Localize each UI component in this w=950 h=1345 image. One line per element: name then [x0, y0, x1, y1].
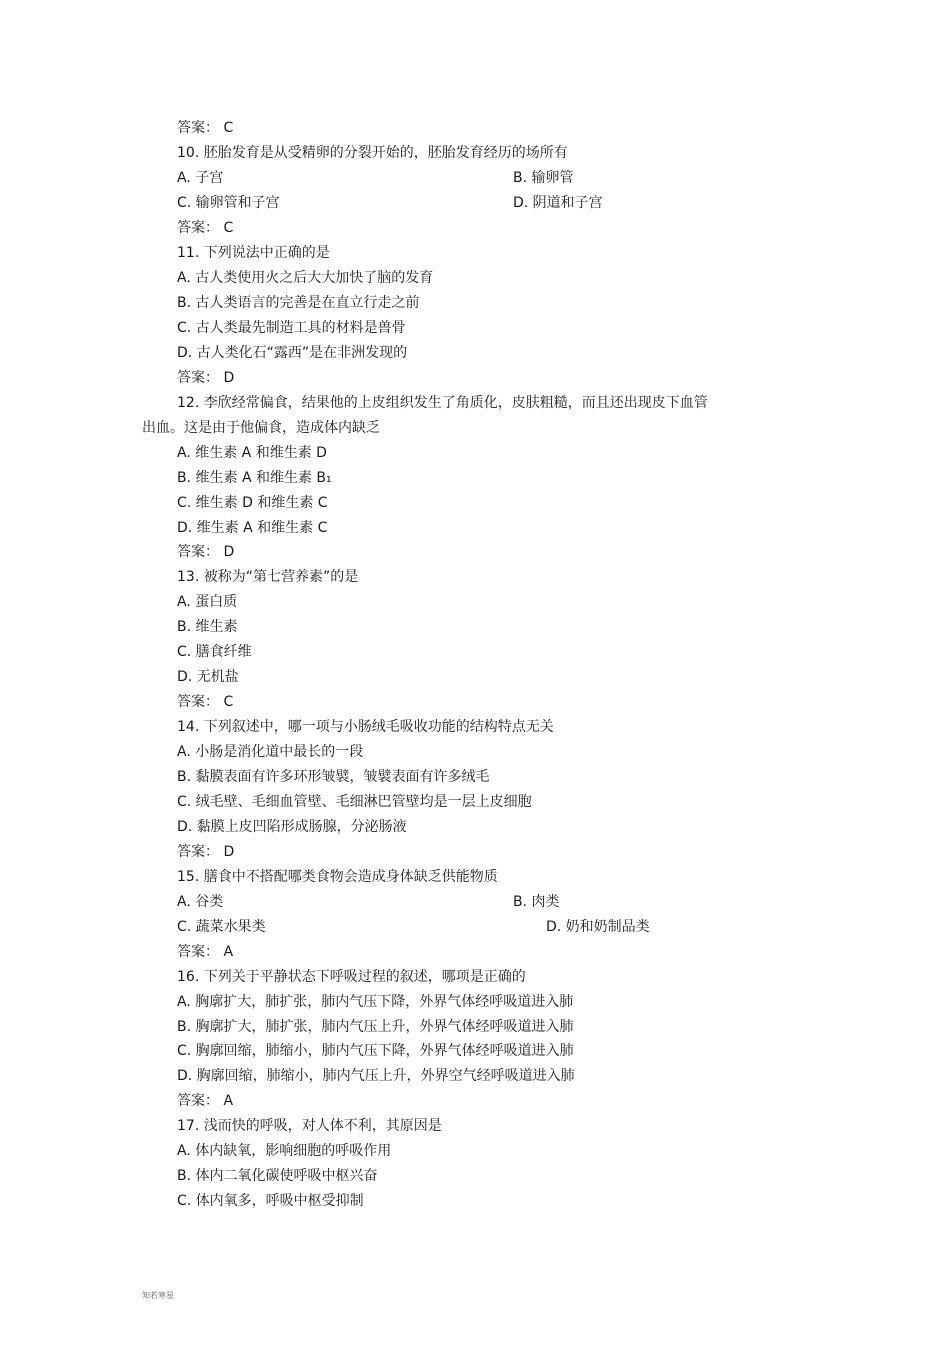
- answer-16: 答案： A: [177, 1093, 234, 1109]
- answer-9: 答案： C: [177, 120, 234, 136]
- q11-option-d: D. 古人类化石“露西”是在非洲发现的: [177, 345, 408, 361]
- q11-option-c: C. 古人类最先制造工具的材料是兽骨: [177, 320, 406, 336]
- answer-12: 答案： D: [177, 544, 235, 560]
- q11-option-a: A. 古人类使用火之后大大加快了脑的发育: [177, 270, 434, 286]
- question-15: 15. 膳食中不搭配哪类食物会造成身体缺乏供能物质: [177, 869, 498, 885]
- answer-13: 答案： C: [177, 694, 234, 710]
- q17-option-b: B. 体内二氧化碳使呼吸中枢兴奋: [177, 1168, 378, 1184]
- answer-10: 答案： C: [177, 220, 234, 236]
- q15-option-a: A. 谷类: [177, 894, 224, 910]
- q10-option-b: B. 输卵管: [513, 170, 574, 186]
- question-13: 13. 被称为“第七营养素”的是: [177, 569, 359, 585]
- q12-option-a: A. 维生素 A 和维生素 D: [177, 445, 327, 461]
- question-12-cont: 出血。这是由于他偏食，造成体内缺乏: [142, 420, 380, 436]
- question-17: 17. 浅而快的呼吸，对人体不利，其原因是: [177, 1118, 442, 1134]
- q15-option-b: B. 肉类: [513, 894, 560, 910]
- question-10: 10. 胚胎发育是从受精卵的分裂开始的，胚胎发育经历的场所有: [177, 145, 568, 161]
- q12-option-d: D. 维生素 A 和维生素 C: [177, 520, 328, 536]
- answer-15: 答案： A: [177, 944, 234, 960]
- q15-option-d: D. 奶和奶制品类: [546, 919, 650, 935]
- q15-option-c: C. 蔬菜水果类: [177, 919, 266, 935]
- q13-option-c: C. 膳食纤维: [177, 644, 252, 660]
- answer-14: 答案： D: [177, 844, 235, 860]
- q14-option-c: C. 绒毛壁、毛细血管壁、毛细淋巴管壁均是一层上皮细胞: [177, 794, 532, 810]
- page-footer: 知若寒星: [142, 1291, 174, 1300]
- q13-option-d: D. 无机盐: [177, 669, 239, 685]
- q16-option-d: D. 胸廓回缩，肺缩小，肺内气压上升，外界空气经呼吸道进入肺: [177, 1068, 575, 1084]
- answer-11: 答案： D: [177, 370, 235, 386]
- q11-option-b: B. 古人类语言的完善是在直立行走之前: [177, 295, 420, 311]
- q16-option-c: C. 胸廓回缩，肺缩小，肺内气压下降，外界气体经呼吸道进入肺: [177, 1043, 574, 1059]
- q17-option-a: A. 体内缺氧，影响细胞的呼吸作用: [177, 1143, 392, 1159]
- q14-option-a: A. 小肠是消化道中最长的一段: [177, 744, 364, 760]
- q10-option-c: C. 输卵管和子宫: [177, 195, 280, 211]
- q13-option-a: A. 蛋白质: [177, 594, 238, 610]
- q14-option-d: D. 黏膜上皮凹陷形成肠腺，分泌肠液: [177, 819, 407, 835]
- question-11: 11. 下列说法中正确的是: [177, 245, 330, 261]
- question-12: 12. 李欣经常偏食，结果他的上皮组织发生了角质化，皮肤粗糙，而且还出现皮下血管: [177, 395, 708, 411]
- q13-option-b: B. 维生素: [177, 619, 238, 635]
- q12-option-b: B. 维生素 A 和维生素 B₁: [177, 470, 332, 486]
- question-14: 14. 下列叙述中，哪一项与小肠绒毛吸收功能的结构特点无关: [177, 719, 554, 735]
- q10-option-a: A. 子宫: [177, 170, 224, 186]
- question-16: 16. 下列关于平静状态下呼吸过程的叙述，哪项是正确的: [177, 969, 526, 985]
- q16-option-a: A. 胸廓扩大，肺扩张，肺内气压下降，外界气体经呼吸道进入肺: [177, 994, 574, 1010]
- q16-option-b: B. 胸廓扩大，肺扩张，肺内气压上升，外界气体经呼吸道进入肺: [177, 1019, 574, 1035]
- q12-option-c: C. 维生素 D 和维生素 C: [177, 495, 328, 511]
- q14-option-b: B. 黏膜表面有许多环形皱襞，皱襞表面有许多绒毛: [177, 769, 490, 785]
- q10-option-d: D. 阴道和子宫: [513, 195, 603, 211]
- q17-option-c: C. 体内氧多，呼吸中枢受抑制: [177, 1193, 364, 1209]
